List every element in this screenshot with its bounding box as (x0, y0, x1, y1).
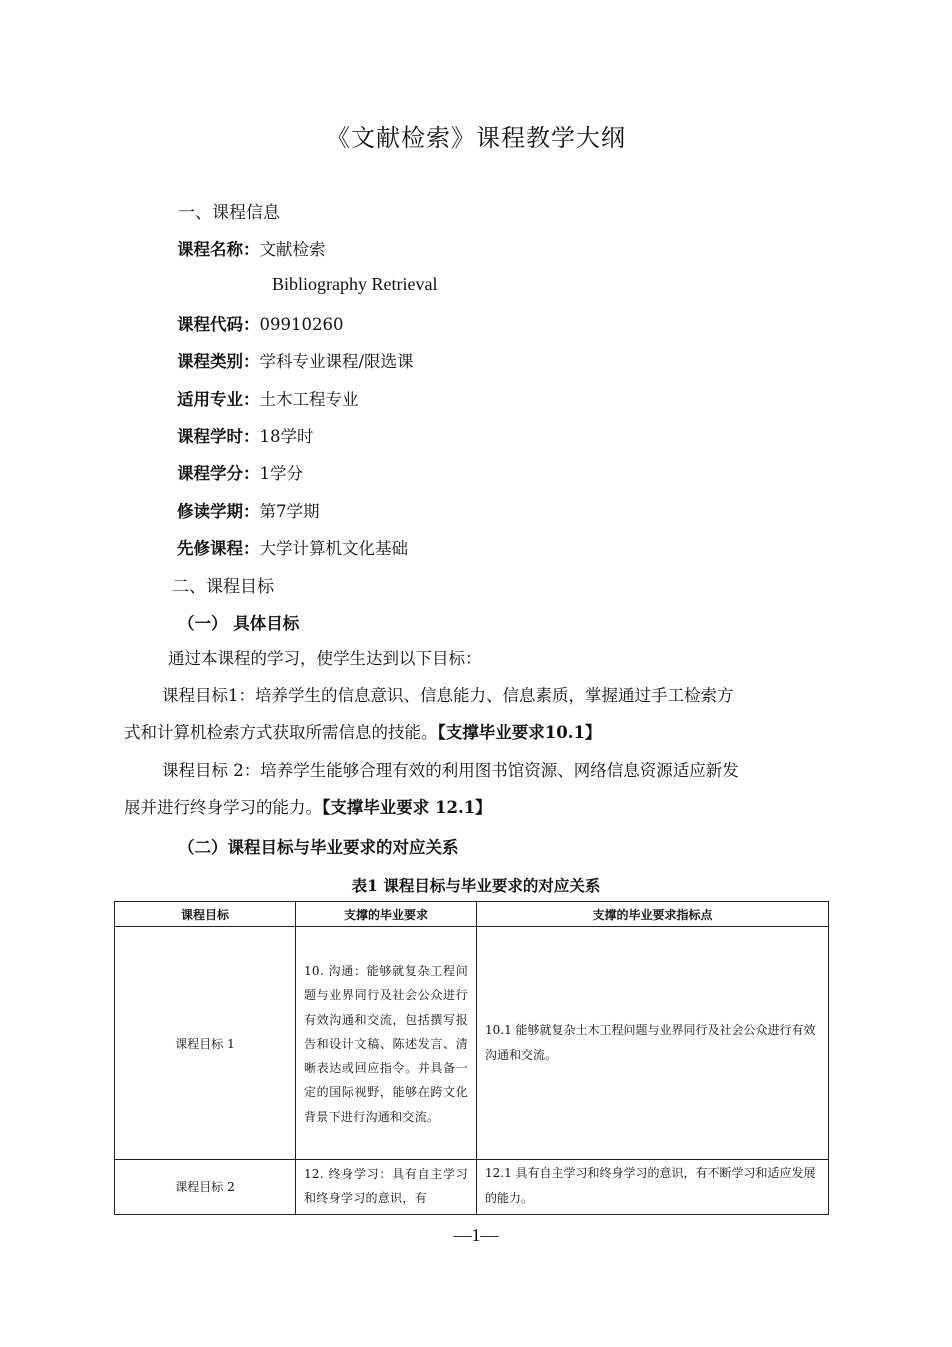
goal-1-support: 【支撑毕业要求10.1】 (437, 723, 602, 742)
field-key: 课程名称： (177, 240, 260, 259)
goal-1-line-2 (124, 714, 830, 751)
field-value: 1学分 (259, 464, 303, 483)
field-key: 课程类别： (177, 352, 260, 371)
field-course-name (177, 236, 326, 260)
goal-2-line-1: 课程目标 2：培养学生能够合理有效的利用图书馆资源、网络信息资源适应新发 (162, 761, 739, 780)
field-hours (177, 423, 314, 447)
header-indicator: 支撑的毕业要求指标点 (477, 902, 829, 927)
page-title: 《文献检索》课程教学大纲 (326, 124, 626, 152)
goals-intro: 通过本课程的学习，使学生达到以下目标： (168, 649, 482, 668)
field-course-type (177, 348, 414, 372)
field-value: 土木工程专业 (259, 390, 359, 409)
cell-requirement: 12. 终身学习：具有自主学习和终身学习的意识，有 (296, 1160, 477, 1215)
field-value: 学科专业课程/限选课 (259, 352, 414, 371)
cell-indicator: 12.1 具有自主学习和终身学习的意识，有不断学习和适应发展的能力。 (477, 1160, 829, 1215)
field-value: 大学计算机文化基础 (259, 539, 408, 558)
field-major (177, 386, 359, 410)
field-value: 18学时 (259, 427, 314, 446)
cell-goal: 课程目标 2 (115, 1160, 296, 1215)
field-key: 课程代码： (177, 315, 260, 334)
goal-2-line-2 (124, 789, 830, 826)
subheading-goal-mapping: （二）课程目标与毕业要求的对应关系 (178, 838, 459, 857)
field-prerequisite (177, 535, 408, 559)
cell-goal: 课程目标 1 (115, 927, 296, 1160)
table-row (115, 927, 829, 1160)
table-caption: 表1 课程目标与毕业要求的对应关系 (351, 876, 601, 895)
goal-2-support: 【支撑毕业要求 12.1】 (322, 798, 492, 817)
field-value: 09910260 (259, 315, 344, 334)
section-heading-course-goals: 二、课程目标 (172, 577, 274, 597)
field-key: 先修课程： (177, 539, 260, 558)
field-key: 课程学时： (177, 427, 260, 446)
field-value: 第7学期 (259, 502, 320, 521)
cell-requirement: 10. 沟通：能够就复杂工程问题与业界同行及社会公众进行有效沟通和交流，包括撰写报告和设计文稿、陈述发言、清晰表达或回应指令。并具备一定的国际视野，能够在跨文化背景下进行沟通和交流。 (296, 927, 477, 1160)
field-key: 课程学分： (177, 464, 260, 483)
field-key: 适用专业： (177, 390, 260, 409)
goal-1-text: 式和计算机检索方式获取所需信息的技能。 (124, 723, 438, 742)
field-key: 修读学期： (177, 502, 260, 521)
subheading-specific-goals: （一） 具体目标 (178, 614, 300, 633)
goal-2-paragraph (124, 752, 830, 826)
goal-1-line-1: 课程目标1：培养学生的信息意识、信息能力、信息素质，掌握通过手工检索方 (162, 686, 734, 705)
goal-1-paragraph (124, 677, 830, 751)
header-requirement: 支撑的毕业要求 (296, 902, 477, 927)
page-number: —1— (453, 1225, 499, 1245)
section-heading-course-info: 一、课程信息 (178, 203, 280, 223)
course-name-english: Bibliography Retrieval (272, 274, 438, 294)
header-goal: 课程目标 (115, 902, 296, 927)
table-row (115, 1160, 829, 1215)
field-course-code (177, 311, 343, 335)
goal-requirement-table (114, 901, 829, 1215)
cell-indicator: 10.1 能够就复杂土木工程问题与业界同行及社会公众进行有效沟通和交流。 (477, 927, 829, 1160)
field-semester (177, 498, 320, 522)
goal-2-text: 展并进行终身学习的能力。 (124, 798, 322, 817)
field-credits (177, 460, 303, 484)
field-value: 文献检索 (259, 240, 326, 259)
table-header-row (115, 902, 829, 927)
